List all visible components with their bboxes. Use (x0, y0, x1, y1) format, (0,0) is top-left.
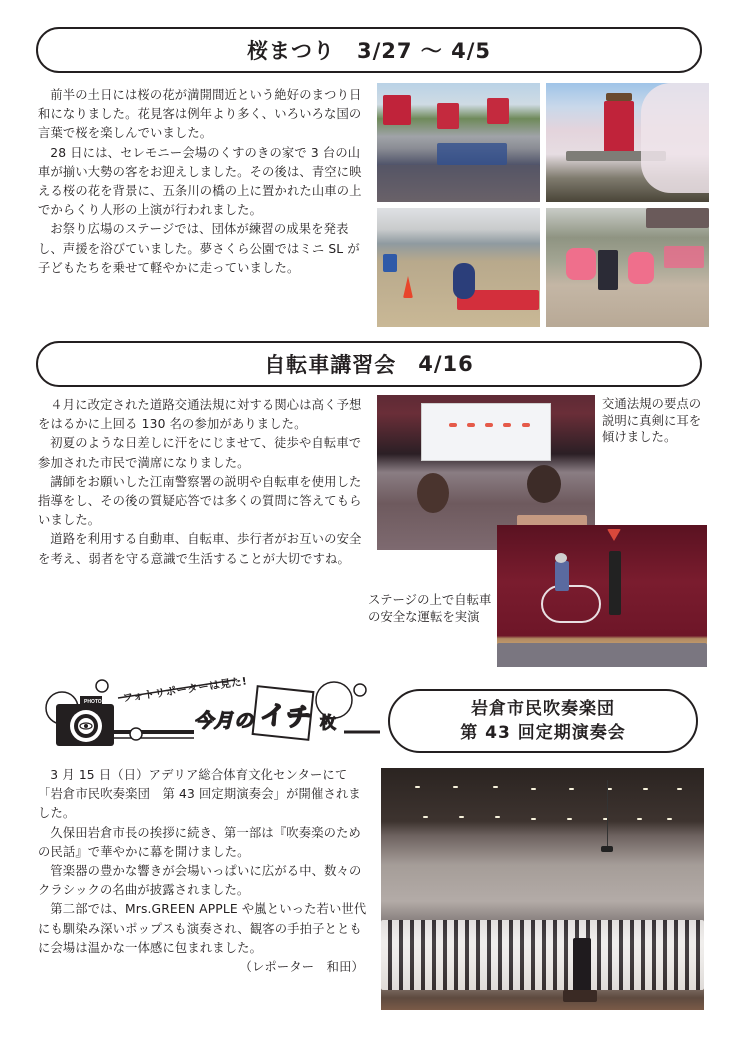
concert-article (38, 766, 368, 977)
photo-reporter-banner (44, 670, 380, 752)
sakura-date: 3/27 ～ 4/5 (356, 39, 492, 63)
banner-this-month: 今月の (194, 710, 255, 732)
bicycle-paragraph: ４月に改定された道路交通法規に対する関心は高く予想をはるかに上回る 130 名の参加がありました。 (38, 398, 362, 432)
bicycle-article (38, 396, 368, 569)
stage-dance-photo (546, 208, 709, 327)
bicycle-demo-photo (497, 525, 707, 667)
sakura-section-header (36, 27, 702, 73)
bicycle-title: 自転車講習会 (264, 353, 397, 377)
concert-paragraph: 管楽器の豊かな響きが会場いっぱいに広がる中、数々のクラシックの名曲が披露されました。 (38, 864, 362, 898)
banner-highlight-text: イチ (258, 700, 313, 734)
banner-suffix: 枚 (320, 713, 337, 732)
sakura-title: 桜まつり (246, 39, 335, 63)
bicycle-paragraph: 初夏のような日差しに汗をにじませて、徒歩や自転車で参加された市民で満席になりました。 (38, 436, 362, 470)
float-on-bridge-photo (546, 83, 709, 202)
bicycle-paragraph: 道路を利用する自動車、自転車、歩行者がお互いの安全を考え、弱者を守る意識で生活することが大切ですね。 (38, 532, 362, 566)
lecture-caption: 交通法規の要点の説明に真剣に耳を傾けました。 (602, 396, 702, 444)
bicycle-demo-caption: ステージの上で自転車の安全な運転を実演 (368, 592, 492, 624)
concert-paragraph: 第二部では、Mrs.GREEN APPLE や嵐といった若い世代にも馴染み深いポップスも演奏され、観客の手拍子とともに会場は温かな一体感に包まれました。 (38, 902, 367, 955)
concert-paragraph: 久保田岩倉市長の挨拶に続き、第一部は『吹奏楽のための民話』で華やかに幕を開けました。 (38, 825, 361, 859)
mini-sl-train-photo (377, 208, 540, 327)
bicycle-date: 4/16 (418, 352, 474, 376)
bicycle-paragraph: 講師をお願いした江南警察署の説明や自転車を使用した指導をし、その後の質疑応答では多くの質問に答えてもらいました。 (38, 474, 362, 528)
sakura-paragraph: お祭り広場のステージでは、団体が練習の成果を発表し、声援を浴びていました。夢さくら公園ではミニ SL が子どもたちを乗せて軽やかに走っていました。 (38, 222, 360, 275)
bicycle-section-header (36, 341, 702, 387)
concert-paragraph: 3 月 15 日（日）アデリア総合体育文化センターにて「岩倉市民吹奏楽団 第 43 回定期演奏会」が開催されました。 (38, 768, 361, 821)
sakura-article (38, 86, 368, 278)
sakura-paragraph: 前半の土日には桜の花が満開間近という絶好のまつり日和になりました。花見客は例年より多く、いろいろな国の言葉で桜を楽しんでいました。 (38, 88, 362, 141)
svg-text:PHOTO: PHOTO (84, 699, 102, 705)
photo-reporter-label: フォトリポーターは見た! (121, 675, 249, 705)
concert-band-photo (381, 768, 704, 1010)
concert-title-line2: 第 43 回定期演奏会 (460, 723, 626, 743)
concert-title-line1: 岩倉市民吹奏楽団 (471, 699, 615, 719)
sakura-paragraph: 28 日には、セレモニー会場のくすのきの家で 3 台の山車が揃い大勢の客をお迎えしました。その後は、青空に映える桜の花を背景に、五条川の橋の上に置かれた山車の上でからくり人形の上演が行われました。 (38, 145, 362, 218)
festival-floats-photo (377, 83, 540, 202)
concert-section-header (388, 689, 698, 753)
reporter-signature: （レポーター 和田） (239, 960, 364, 975)
